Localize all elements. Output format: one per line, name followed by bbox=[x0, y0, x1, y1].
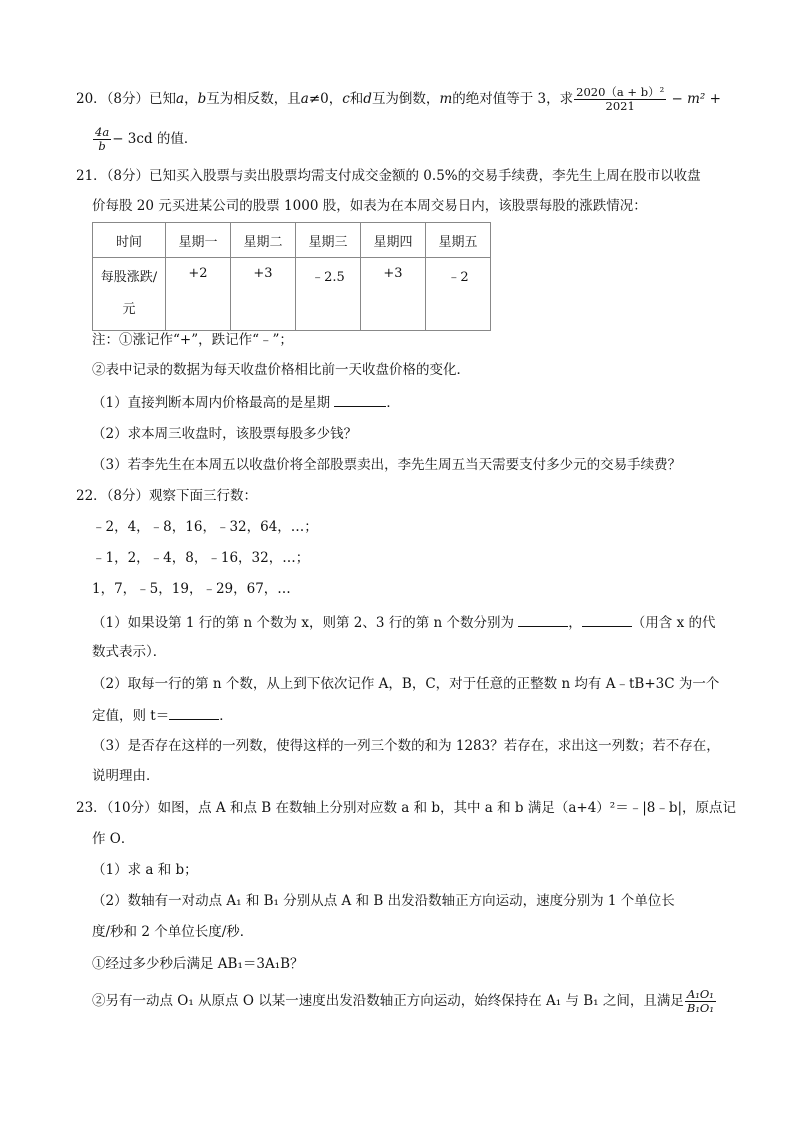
fraction-denominator: 2021 bbox=[605, 99, 635, 113]
q22-part-1 bbox=[92, 612, 715, 633]
separator: ， bbox=[568, 615, 582, 631]
table-header-cell: 星期一 bbox=[166, 223, 231, 258]
q21-part-1 bbox=[92, 392, 400, 413]
answer-blank[interactable] bbox=[169, 705, 219, 720]
table-header-cell: 时间 bbox=[93, 223, 166, 258]
table-header-cell: 星期三 bbox=[296, 223, 361, 258]
q23-fraction bbox=[685, 988, 716, 1015]
var-d: d bbox=[363, 91, 372, 107]
q21-part-1-text: （1）直接判断本周内价格最高的是星期 bbox=[92, 395, 335, 411]
q22-title: 22．（8分）观察下面三行数： bbox=[76, 488, 258, 504]
fraction-numerator: 2020（a + b）² bbox=[576, 85, 665, 99]
table-row-label bbox=[93, 258, 166, 331]
fraction-denominator: B₁O₁ bbox=[686, 1001, 714, 1015]
q22-part-2-end: ． bbox=[219, 708, 233, 724]
q20-line-1 bbox=[76, 86, 721, 113]
q23-line-1: 23．（10分）如图，点 A 和点 B 在数轴上分别对应数 a 和 b，其中 a 和 b 满足（a+4）²＝﹣|8﹣b|，原点记 bbox=[76, 800, 737, 816]
stock-change-table bbox=[92, 222, 491, 331]
row-label-line-1: 每股涨跌/ bbox=[100, 270, 158, 285]
q20-fraction bbox=[574, 86, 666, 113]
answer-blank[interactable] bbox=[582, 612, 632, 627]
q21-note-1: 注：①涨记作“+”，跌记作“﹣”； bbox=[92, 332, 293, 348]
table-cell: +3 bbox=[231, 258, 296, 331]
q21-part-2: （2）求本周三收盘时，该股票每股多少钱？ bbox=[92, 426, 358, 442]
q23-part-2-cont: 度/秒和 2 个单位长度/秒． bbox=[92, 924, 254, 940]
table-cell: ﹣2 bbox=[426, 258, 491, 331]
q23-part-1: （1）求 a 和 b； bbox=[92, 862, 198, 878]
var-m: m bbox=[439, 91, 453, 107]
q22-row-2: ﹣1，2，﹣4，8，﹣16，32，…； bbox=[92, 550, 310, 566]
var-a: a bbox=[176, 91, 185, 107]
q23-sub-2 bbox=[92, 988, 717, 1015]
var-b: b bbox=[197, 91, 207, 107]
q21-line-2: 价每股 20 元买进某公司的股票 1000 股，如表为在本周交易日内，该股票每股的涨跌情况： bbox=[92, 198, 647, 214]
table-cell: +2 bbox=[166, 258, 231, 331]
fraction-denominator: b bbox=[98, 139, 106, 153]
q22-part-2-text: 定值，则 t＝ bbox=[92, 708, 170, 724]
q22-part-1-text: （1）如果设第 1 行的第 n 个数为 x，则第 2、3 行的第 n 个数分别为 bbox=[92, 615, 519, 631]
q20-text: 和 bbox=[349, 91, 364, 107]
var-a: a bbox=[300, 91, 309, 107]
q22-part-2-cont bbox=[92, 705, 233, 726]
table-header-cell: 星期五 bbox=[426, 223, 491, 258]
q21-part-1-end: ． bbox=[386, 395, 400, 411]
q20-text: 互为倒数， bbox=[371, 91, 440, 107]
q21-note-2: ②表中记录的数据为每天收盘价格相比前一天收盘价格的变化． bbox=[92, 362, 470, 378]
table-header-cell: 星期四 bbox=[361, 223, 426, 258]
q20-tail: − 3cd 的值． bbox=[112, 131, 198, 147]
answer-blank[interactable] bbox=[518, 612, 568, 627]
q20-expression: − m² + bbox=[667, 91, 721, 107]
var-c: c bbox=[342, 91, 350, 107]
q22-row-3: 1，7，﹣5，19，﹣29，67，… bbox=[92, 581, 291, 597]
q20-text: ， bbox=[184, 91, 198, 107]
q23-sub-2-text: ②另有一动点 O₁ 从原点 O 以某一速度出发沿数轴正方向运动，始终保持在 A₁ 与 B₁ 之间，且满足 bbox=[92, 993, 684, 1009]
q22-part-3: （3）是否存在这样的一列数，使得这样的一列三个数的和为 1283？若存在，求出这一列数；若不存在， bbox=[92, 738, 720, 754]
fraction-numerator: 4a bbox=[95, 125, 110, 139]
table-cell: ﹣2.5 bbox=[296, 258, 361, 331]
table-header-cell: 星期二 bbox=[231, 223, 296, 258]
q20-line-2 bbox=[92, 126, 197, 153]
q20-text: 的绝对值等于 3，求 bbox=[452, 91, 574, 107]
q23-line-2: 作 O． bbox=[92, 831, 135, 847]
q22-part-1-cont: 数式表示）． bbox=[92, 644, 167, 660]
q22-part-2: （2）取每一行的第 n 个数，从上到下依次记作 A，B，C，对于任意的正整数 n 均有 A﹣tB+3C 为一个 bbox=[92, 676, 720, 692]
q22-row-1: ﹣2，4，﹣8，16，﹣32，64，…； bbox=[92, 519, 318, 535]
q21-part-3: （3）若李先生在本周五以收盘价将全部股票卖出，李先生周五当天需要支付多少元的交易手续费？ bbox=[92, 457, 682, 473]
table-header-row bbox=[93, 223, 491, 258]
q20-text: 互为相反数，且 bbox=[206, 91, 301, 107]
q20-fraction-2 bbox=[93, 126, 111, 153]
q21-line-1: 21．（8分）已知买入股票与卖出股票均需支付成交金额的 0.5%的交易手续费，李先生上周在股市以收盘 bbox=[76, 168, 701, 184]
answer-blank[interactable] bbox=[334, 392, 386, 407]
row-label-line-2: 元 bbox=[122, 302, 136, 317]
q20-number: 20．（8分） bbox=[76, 91, 150, 107]
q20-text: ≠0， bbox=[308, 91, 343, 107]
table-row bbox=[93, 258, 491, 331]
fraction-numerator: A₁O₁ bbox=[685, 988, 716, 1002]
q20-text: 已知 bbox=[149, 91, 177, 107]
table-cell: +3 bbox=[361, 258, 426, 331]
q23-sub-1: ①经过多少秒后满足 AB₁＝3A₁B？ bbox=[92, 956, 304, 972]
q22-part-3-cont: 说明理由． bbox=[92, 768, 160, 784]
q23-part-2: （2）数轴有一对动点 A₁ 和 B₁ 分别从点 A 和 B 出发沿数轴正方向运动，速度分别为 1 个单位长 bbox=[92, 893, 675, 909]
q22-part-1-text-2: （用含 x 的代 bbox=[631, 615, 716, 631]
